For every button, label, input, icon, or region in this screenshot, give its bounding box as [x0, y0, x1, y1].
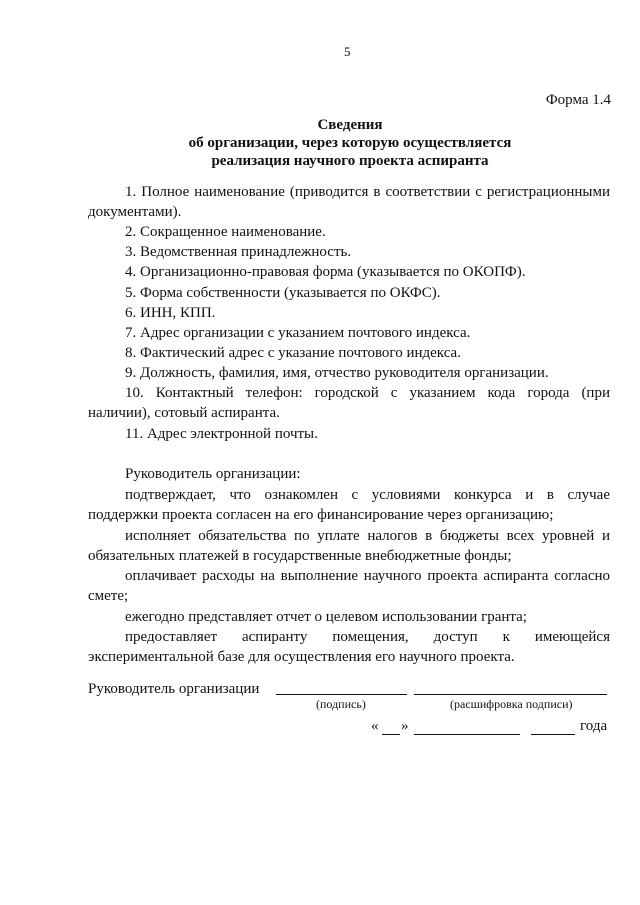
item-10-line-1: 10. Контактный телефон: городской с указанием кода города (при: [125, 385, 610, 401]
item-7: 7. Адрес организации с указанием почтового индекса.: [125, 325, 471, 341]
item-10-line-2: наличии), сотовый аспиранта.: [88, 405, 280, 421]
form-label: Форма 1.4: [545, 92, 611, 108]
duty-3-line-2: смете;: [88, 588, 129, 604]
name-line: [414, 694, 607, 695]
item-1-line-2: документами).: [88, 204, 182, 220]
item-2: 2. Сокращенное наименование.: [125, 224, 326, 240]
title-line-2: об организации, через которую осуществляется: [188, 135, 512, 151]
item-5: 5. Форма собственности (указывается по ОКФС).: [125, 285, 441, 301]
duty-5-line-2: экспериментальной базе для осуществления его научного проекта.: [88, 649, 515, 665]
date-day-line: [382, 734, 400, 735]
title-line-1: Сведения: [317, 117, 383, 133]
duty-2-line-1: исполняет обязательства по уплате налогов в бюджеты всех уровней и: [125, 528, 610, 544]
item-11: 11. Адрес электронной почты.: [125, 426, 318, 442]
title-line-3: реализация научного проекта аспиранта: [211, 153, 489, 169]
duty-5-line-1: предоставляет аспиранту помещения, доступ к имеющейся: [125, 629, 610, 645]
duty-1-line-2: поддержки проекта согласен на его финансирование через организацию;: [88, 507, 554, 523]
item-1-line-1: 1. Полное наименование (приводится в соответствии с регистрационными: [125, 184, 610, 200]
duty-3-line-1: оплачивает расходы на выполнение научного проекта аспиранта согласно: [125, 568, 610, 584]
year-word: года: [580, 718, 608, 734]
duty-2-line-2: обязательных платежей в государственные внебюджетные фонды;: [88, 548, 512, 564]
date-year-line: [531, 734, 575, 735]
signature-line: [276, 694, 407, 695]
duty-1-line-1: подтверждает, что ознакомлен с условиями конкурса и в случае: [125, 487, 610, 503]
name-caption: (расшифровка подписи): [450, 697, 573, 711]
date-close-quote: »: [401, 718, 409, 734]
head-section-heading: Руководитель организации:: [125, 466, 301, 482]
date-month-line: [414, 734, 520, 735]
item-4: 4. Организационно-правовая форма (указывается по ОКОПФ).: [125, 264, 526, 280]
item-3: 3. Ведомственная принадлежность.: [125, 244, 352, 260]
item-6: 6. ИНН, КПП.: [125, 305, 216, 321]
date-open-quote: «: [371, 718, 379, 734]
duty-4: ежегодно представляет отчет о целевом использовании гранта;: [125, 609, 527, 625]
signature-label: Руководитель организации: [88, 681, 260, 697]
signature-caption: (подпись): [316, 697, 366, 711]
page-number: 5: [344, 44, 351, 59]
item-8: 8. Фактический адрес с указание почтового индекса.: [125, 345, 461, 361]
item-9: 9. Должность, фамилия, имя, отчество руководителя организации.: [125, 365, 549, 381]
